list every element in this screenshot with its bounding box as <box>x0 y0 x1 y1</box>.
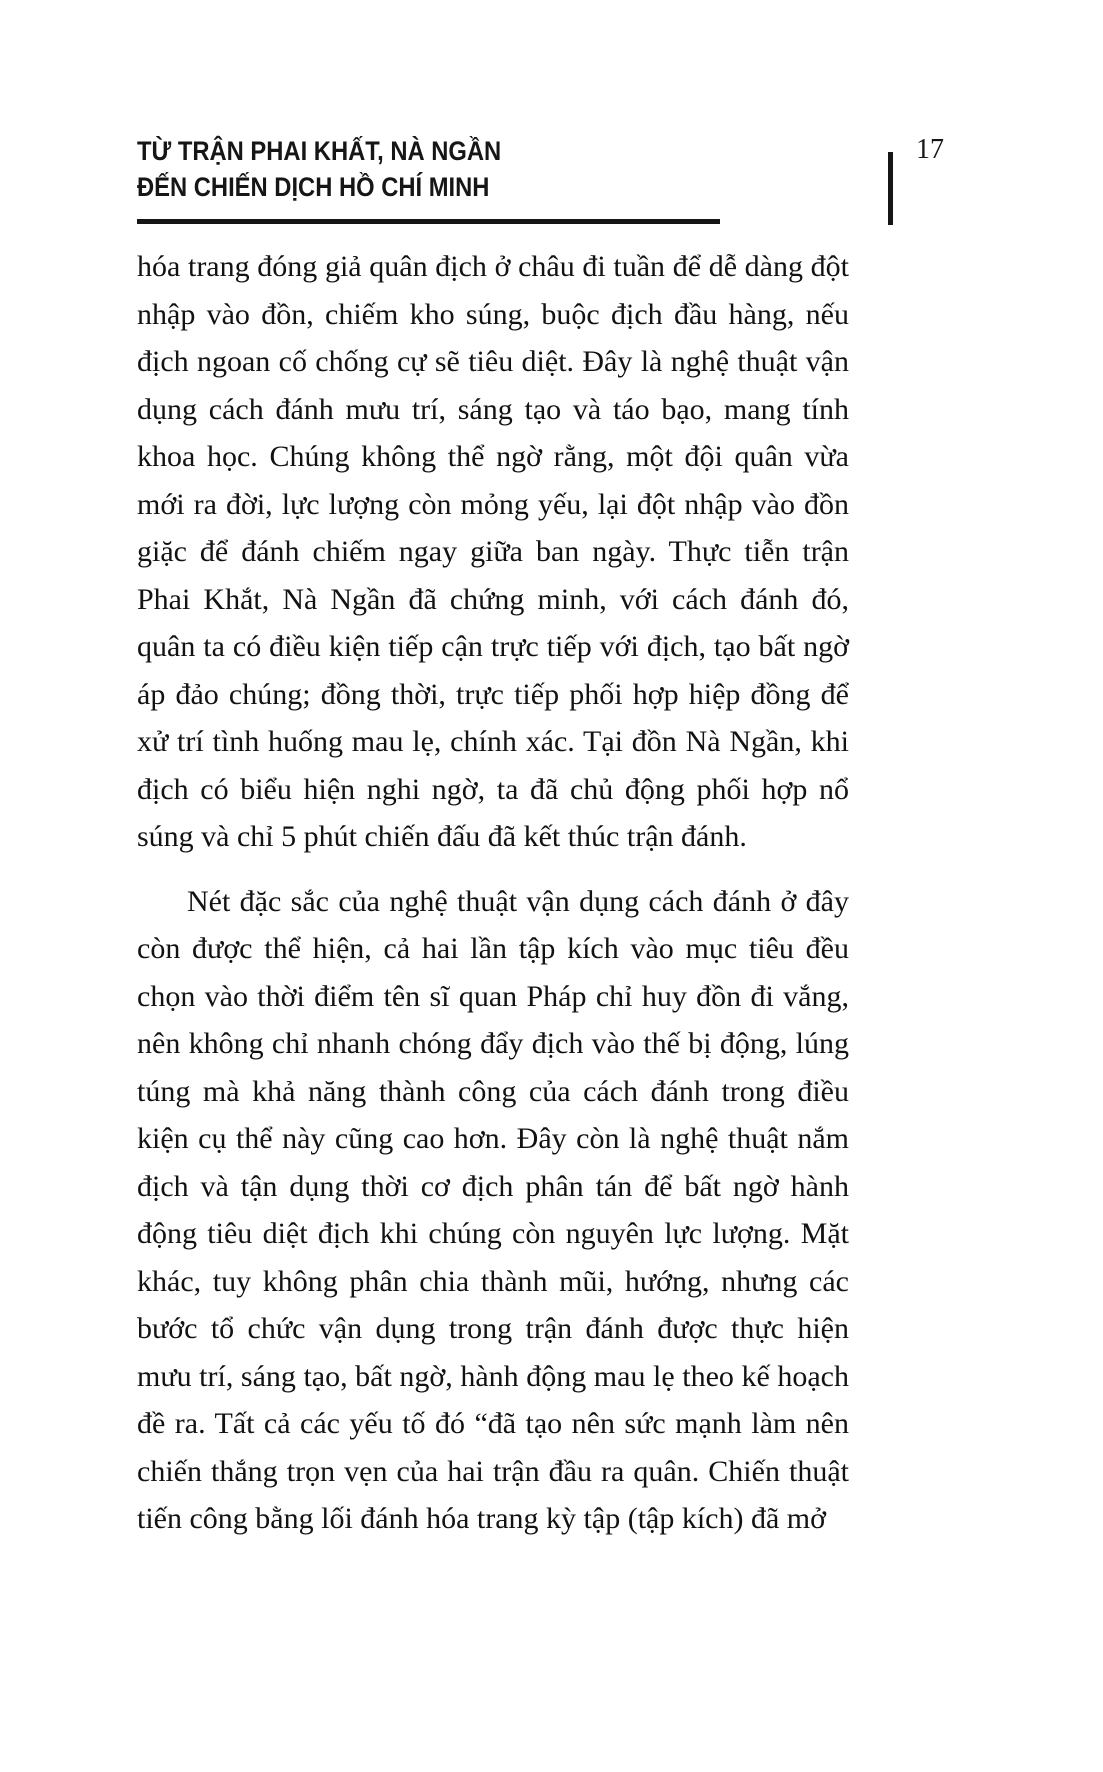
header-rule <box>137 219 720 224</box>
chapter-title-line2: ĐẾN CHIẾN DỊCH HỒ CHÍ MINH <box>137 172 490 202</box>
page-body <box>137 243 849 1543</box>
running-header <box>137 133 501 205</box>
page-number-divider <box>888 152 893 225</box>
paragraph: Nét đặc sắc của nghệ thuật vận dụng cách đánh ở đây còn được thể hiện, cả hai lần tập kích vào mục tiêu đều chọn vào thời điểm tên sĩ quan Pháp chỉ huy đồn đi vắng, nên không chỉ nhanh chóng đẩy địch vào thế bị động, lúng túng mà khả năng thành công của cách đánh trong điều kiện cụ thể này cũng cao hơn. Đây còn là nghệ thuật nắm địch và tận dụng thời cơ địch phân tán để bất ngờ hành động tiêu diệt địch khi chúng còn nguyên lực lượng. Mặt khác, tuy không phân chia thành mũi, hướng, nhưng các bước tổ chức vận dụng trong trận đánh được thực hiện mưu trí, sáng tạo, bất ngờ, hành động mau lẹ theo kế hoạch đề ra. Tất cả các yếu tố đó “đã tạo nên sức mạnh làm nên chiến thắng trọn vẹn của hai trận đầu ra quân. Chiến thuật tiến công bằng lối đánh hóa trang kỳ tập (tập kích) đã mở <box>137 884 849 1535</box>
paragraph: hóa trang đóng giả quân địch ở châu đi tuần để dễ dàng đột nhập vào đồn, chiếm kho súng, buộc địch đầu hàng, nếu địch ngoan cố chống cự sẽ tiêu diệt. Đây là nghệ thuật vận dụng cách đánh mưu trí, sáng tạo và táo bạo, mang tính khoa học. Chúng không thể ngờ rằng, một đội quân vừa mới ra đời, lực lượng còn mỏng yếu, lại đột nhập vào đồn giặc để đánh chiếm ngay giữa ban ngày. Thực tiễn trận Phai Khắt, Nà Ngần đã chứng minh, với cách đánh đó, quân ta có điều kiện tiếp cận trực tiếp với địch, tạo bất ngờ áp đảo chúng; đồng thời, trực tiếp phối hợp hiệp đồng để xử trí tình huống mau lẹ, chính xác. Tại đồn Nà Ngần, khi địch có biểu hiện nghi ngờ, ta đã chủ động phối hợp nổ súng và chỉ 5 phút chiến đấu đã kết thúc trận đánh. <box>137 250 849 853</box>
page-number: 17 <box>916 134 944 165</box>
chapter-title-line1: TỪ TRẬN PHAI KHẤT, NÀ NGẦN <box>137 136 502 166</box>
